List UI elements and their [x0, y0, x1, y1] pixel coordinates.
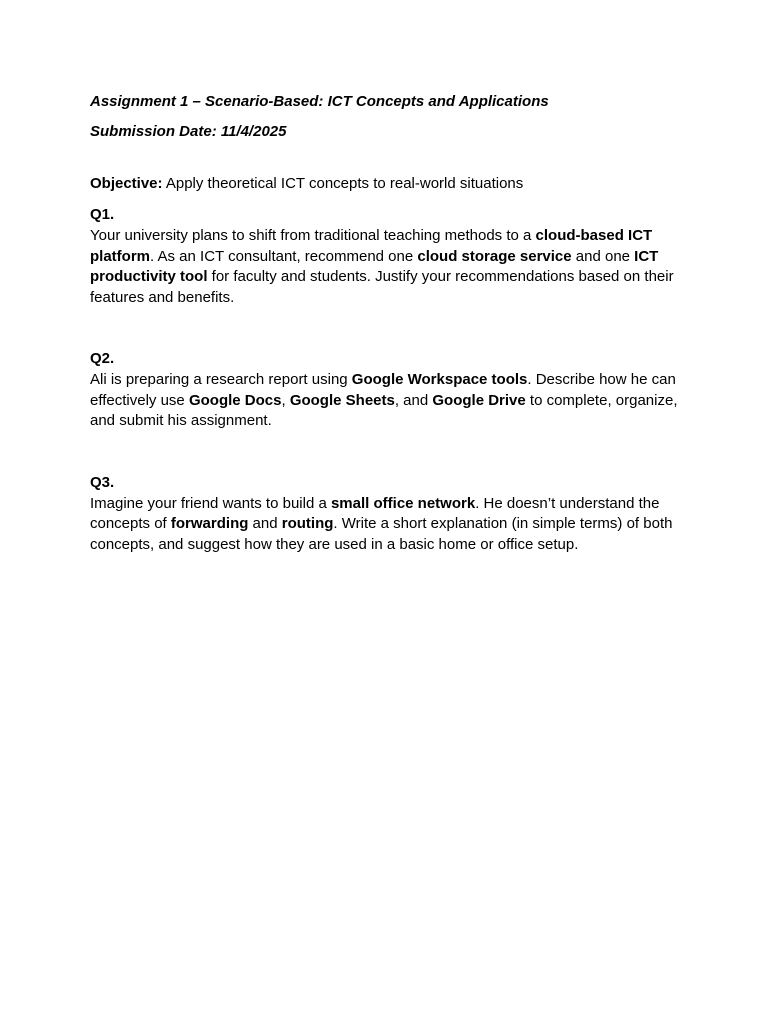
question-3-body — [90, 494, 684, 556]
bold-term: small office network — [330, 494, 476, 512]
submission-date: Submission Date: 11/4/2025 — [90, 123, 287, 140]
objective-line — [90, 174, 684, 194]
objective-text: Apply theoretical ICT concepts to real-world situations — [162, 175, 524, 192]
body-text: Imagine your friend wants to build a — [90, 494, 331, 512]
body-text: . As an ICT consultant, recommend one — [150, 247, 418, 265]
question-2-body — [90, 370, 684, 432]
bold-term: cloud-based ICT platform — [90, 227, 653, 265]
question-3-label: Q3. — [90, 473, 115, 491]
bold-term: Google Sheets — [289, 391, 395, 409]
question-1 — [90, 205, 684, 308]
body-text: . Write a short explanation (in simple terms) of both concepts, and suggest how they are used in a basic home or office setup. — [90, 515, 673, 553]
body-text: Ali is preparing a research report using — [90, 371, 352, 388]
body-text: . He doesn’t understand the concepts of — [90, 494, 660, 532]
question-2 — [90, 349, 684, 432]
body-text: for faculty and students. Justify your recommendations based on their features and benefits. — [90, 268, 674, 306]
body-text: to complete, organize, and submit his assignment. — [90, 391, 678, 429]
document-page — [90, 92, 684, 555]
body-text: , — [281, 391, 290, 409]
objective-label: Objective: — [90, 175, 163, 192]
body-text: and — [248, 515, 282, 532]
body-text: Your university plans to shift from traditional teaching methods to a — [90, 227, 536, 244]
question-3 — [90, 473, 684, 556]
bold-term: Google Workspace tools — [351, 371, 528, 388]
bold-term: forwarding — [170, 515, 249, 532]
bold-term: Google Docs — [188, 391, 282, 409]
assignment-title: Assignment 1 – Scenario-Based: ICT Concepts and Applications — [90, 93, 549, 110]
body-text: , and — [394, 391, 433, 409]
question-1-label: Q1. — [90, 206, 115, 223]
body-text: . Describe how he can effectively use — [90, 371, 676, 409]
bold-term: Google Drive — [432, 391, 526, 409]
bold-term: routing — [281, 515, 334, 532]
body-text: and one — [571, 247, 635, 265]
bold-term: cloud storage service — [417, 247, 572, 265]
bold-term: ICT productivity tool — [90, 247, 659, 285]
question-1-body — [90, 226, 684, 308]
question-2-label: Q2. — [90, 350, 115, 367]
